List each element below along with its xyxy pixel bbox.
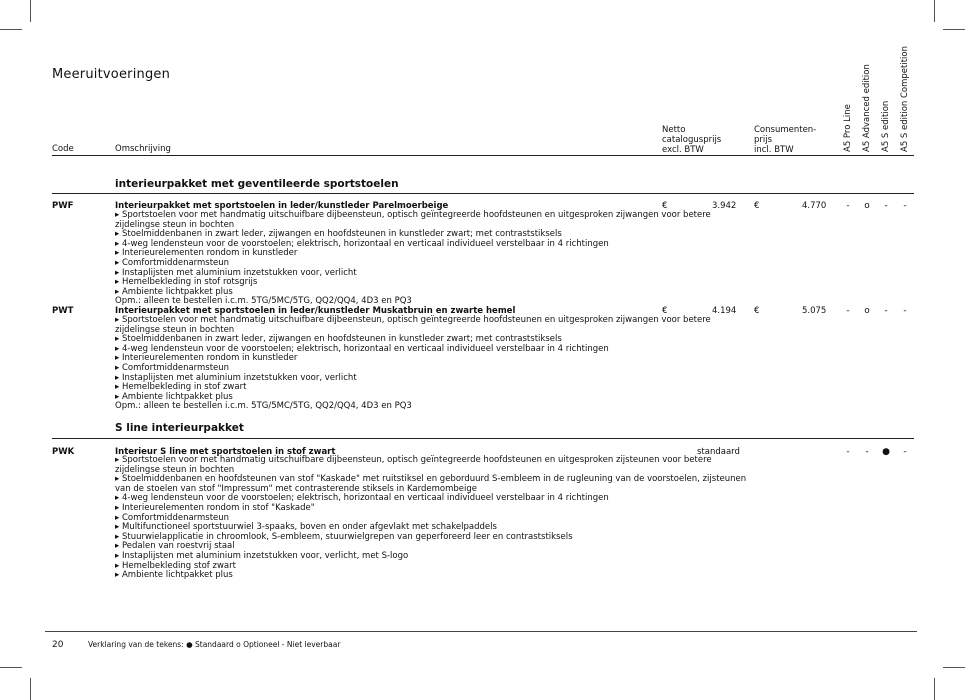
- crop-mark: [934, 0, 935, 22]
- header-edition-s: A5 S edition: [881, 100, 891, 152]
- description-line: ▸ Hemelbekleding in stof zwart: [115, 382, 247, 393]
- description-line: ▸ Ambiente lichtpakket plus: [115, 570, 233, 581]
- description-line: ▸ Ambiente lichtpakket plus: [115, 391, 233, 402]
- header-description: Omschrijving: [115, 144, 171, 154]
- header-consumer-price-line: prijs: [754, 135, 773, 145]
- crop-mark: [30, 0, 31, 22]
- net-price: 4.194: [712, 306, 737, 316]
- option-code: PWF: [52, 201, 74, 211]
- description-line: van de stoelen van stof "Impressum" met contrasterende stiksels in Kardemombeige: [115, 483, 477, 494]
- header-consumer-price: [754, 125, 816, 155]
- description-line: zijdelingse steun in bochten: [115, 464, 235, 475]
- description-line: ▸ Interieurelementen rondom in stof "Kaskade": [115, 502, 315, 513]
- currency-symbol: €: [662, 306, 668, 316]
- description-line: ▸ Sportstoelen voor met handmatig uitschuifbare dijbeensteun, optisch geïntegreerde hoofdsteunen en uitgesproken zijwangen voor betere: [115, 315, 711, 325]
- header-consumer-price-line: Consumenten-: [754, 125, 817, 135]
- header-edition-advanced: A5 Advanced edition: [862, 64, 872, 152]
- option-code: PWT: [52, 306, 74, 316]
- description-line: ▸ Hemelbekleding stof zwart: [115, 560, 236, 571]
- availability-pro-line: -: [846, 306, 850, 316]
- description-line: ▸ Sportstoelen voor met handmatig uitschuifbare dijbeensteun, optisch geïntegreerde hoofdsteunen en uitgesproken zijwangen voor betere: [115, 210, 711, 220]
- description-line: ▸ Stoelmiddenbanen in zwart leder, zijwangen en hoofdsteunen in kunstleder zwart; met contraststiksels: [115, 334, 562, 345]
- header-code: Code: [52, 144, 74, 154]
- availability-s-competition: -: [903, 447, 907, 457]
- consumer-price: 4.770: [802, 201, 827, 211]
- header-edition-s-competition: A5 S edition Competition: [900, 45, 910, 152]
- consumer-price: 5.075: [802, 306, 827, 316]
- header-divider: [52, 155, 914, 156]
- header-net-price: [662, 125, 721, 155]
- section-title: interieurpakket met geventileerde sportstoelen: [115, 178, 399, 190]
- availability-pro-line: -: [846, 201, 850, 211]
- availability-advanced: o: [864, 306, 870, 316]
- description-line: zijdelingse steun in bochten: [115, 324, 235, 335]
- option-description: [115, 211, 711, 307]
- description-line: ▸ Stuurwielapplicatie in chroomlook, S-embleem, stuurwielgrepen van geperforeerd leer en contraststiksels: [115, 531, 573, 542]
- availability-advanced: o: [864, 201, 870, 211]
- option-title: Interieurpakket met sportstoelen in leder/kunstleder Parelmoerbeige: [115, 201, 449, 211]
- description-line: Opm.: alleen te bestellen i.c.m. 5TG/5MC/5TG, QQ2/QQ4, 4D3 en PQ3: [115, 296, 412, 307]
- availability-s: -: [884, 201, 888, 211]
- description-line: ▸ Interieurelementen rondom in kunstleder: [115, 248, 298, 259]
- crop-mark: [943, 667, 965, 668]
- option-code: PWK: [52, 447, 75, 457]
- description-line: ▸ Interieurelementen rondom in kunstleder: [115, 353, 298, 364]
- currency-symbol: €: [754, 306, 760, 316]
- section-divider: [52, 193, 914, 194]
- description-line: ▸ Comfortmiddenarmsteun: [115, 512, 230, 523]
- availability-advanced: -: [865, 447, 869, 457]
- description-line: ▸ Instaplijsten met aluminium inzetstukken voor, verlicht: [115, 372, 357, 383]
- description-line: ▸ Comfortmiddenarmsteun: [115, 362, 230, 373]
- availability-s-competition: -: [903, 201, 907, 211]
- page-number: 20: [52, 640, 64, 650]
- section-title: S line interieurpakket: [115, 422, 244, 434]
- header-net-price-line: Netto: [662, 125, 686, 135]
- description-line: ▸ Stoelmiddenbanen en hoofdsteunen van stof "Kaskade" met ruitstiksel en geborduurd S-embleem in de rugleuning van de voorstoelen, zijsteunen: [115, 474, 747, 485]
- crop-mark: [0, 29, 22, 30]
- availability-s-competition: -: [903, 306, 907, 316]
- description-line: ▸ Multifunctioneel sportstuurwiel 3-spaaks, boven en onder afgevlakt met schakelpaddels: [115, 522, 497, 533]
- crop-mark: [0, 667, 22, 668]
- description-line: ▸ 4-weg lendensteun voor de voorstoelen; elektrisch, horizontaal en verticaal individueel verstelbaar in 4 richtingen: [115, 493, 609, 504]
- availability-s: -: [884, 306, 888, 316]
- option-title: Interieurpakket met sportstoelen in leder/kunstleder Muskatbruin en zwarte hemel: [115, 306, 516, 316]
- legend: Verklaring van de tekens: ● Standaard o Optioneel - Niet leverbaar: [88, 640, 341, 649]
- currency-symbol: €: [662, 201, 668, 211]
- description-line: Opm.: alleen te bestellen i.c.m. 5TG/5MC/5TG, QQ2/QQ4, 4D3 en PQ3: [115, 401, 412, 412]
- description-line: ▸ Comfortmiddenarmsteun: [115, 257, 230, 268]
- description-line: ▸ Sportstoelen voor met handmatig uitschuifbare dijbeensteun, optisch geïntegreerde hoofdsteunen en uitgesproken zijsteunen voor betere: [115, 455, 712, 465]
- description-line: ▸ Pedalen van roestvrij staal: [115, 541, 235, 552]
- header-net-price-line: excl. BTW: [662, 145, 704, 155]
- footer-divider: [45, 631, 917, 632]
- description-line: ▸ 4-weg lendensteun voor de voorstoelen; elektrisch, horizontaal en verticaal individueel verstelbaar in 4 richtingen: [115, 343, 609, 354]
- description-line: ▸ Hemelbekleding in stof rotsgrijs: [115, 277, 258, 288]
- crop-mark: [30, 678, 31, 700]
- description-line: ▸ 4-weg lendensteun voor de voorstoelen; elektrisch, horizontaal en verticaal individueel verstelbaar in 4 richtingen: [115, 238, 609, 249]
- availability-s: ●: [882, 447, 890, 457]
- description-line: zijdelingse steun in bochten: [115, 219, 235, 230]
- crop-mark: [934, 678, 935, 700]
- currency-symbol: €: [754, 201, 760, 211]
- header-consumer-price-line: incl. BTW: [754, 145, 794, 155]
- header-net-price-line: catalogusprijs: [662, 135, 722, 145]
- description-line: ▸ Ambiente lichtpakket plus: [115, 286, 233, 297]
- section-divider: [52, 438, 914, 439]
- description-line: ▸ Stoelmiddenbanen in zwart leder, zijwangen en hoofdsteunen in kunstleder zwart; met contraststiksels: [115, 229, 562, 240]
- availability-pro-line: -: [846, 447, 850, 457]
- crop-mark: [943, 29, 965, 30]
- description-line: ▸ Instaplijsten met aluminium inzetstukken voor, verlicht: [115, 267, 357, 278]
- option-title: Interieur S line met sportstoelen in stof zwart: [115, 447, 336, 457]
- option-description: [115, 456, 746, 581]
- price-standard: standaard: [697, 447, 740, 457]
- page-title: Meeruitvoeringen: [52, 67, 171, 82]
- option-description: [115, 316, 711, 412]
- description-line: ▸ Instaplijsten met aluminium inzetstukken voor, verlicht, met S-logo: [115, 550, 409, 561]
- header-edition-pro-line: A5 Pro Line: [843, 104, 853, 152]
- net-price: 3.942: [712, 201, 737, 211]
